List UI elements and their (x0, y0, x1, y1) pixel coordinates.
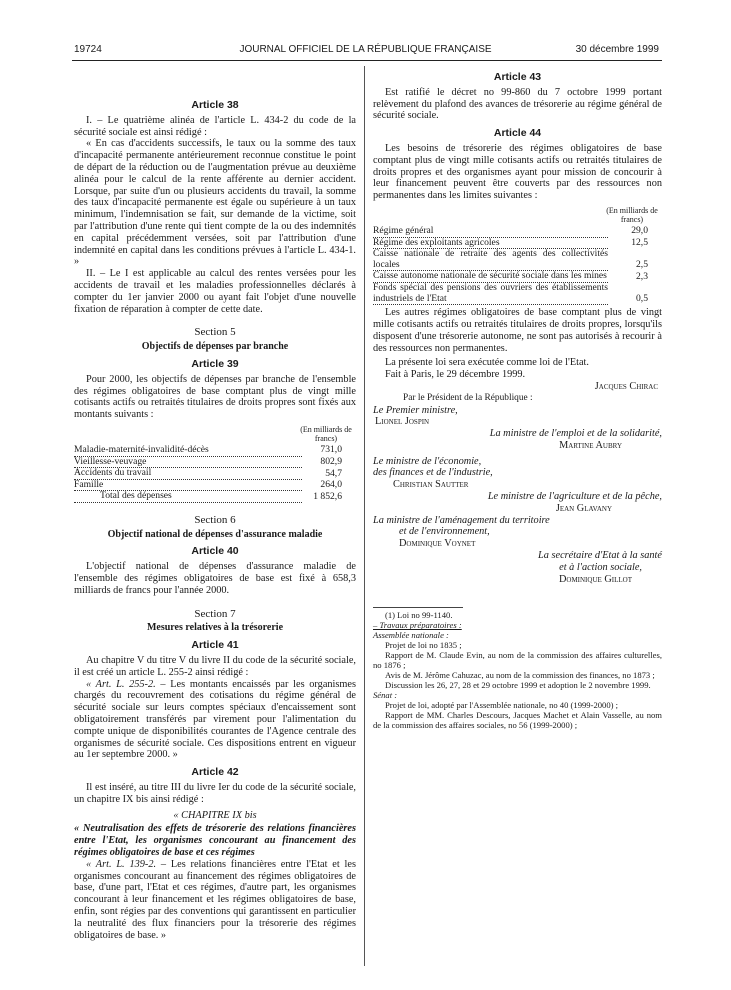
footnote-projet: Projet de loi no 1835 ; (385, 640, 462, 651)
row-value: 2,3 (636, 270, 648, 282)
table-row (373, 282, 662, 304)
sante-role-2: et à l'action sociale, (559, 561, 642, 573)
footnote-1: (1) Loi no 99-1140. (385, 610, 453, 621)
pm-role: Le Premier ministre, (373, 404, 458, 416)
section-7-label: Section 7 (194, 607, 236, 620)
article-39-table (74, 445, 356, 503)
row-value: 54,7 (325, 467, 342, 479)
article-44-table (373, 226, 662, 305)
footnote-assemblee: Assemblée nationale : (373, 630, 449, 641)
article-38-p3: II. – Le I est applicable au calcul des rentes versées pour les accidents de travail et les maladies professionnelles déclarés à compter du 1er janvier 2000 ou ayant fait l'objet d'une nouvelle fixation de réparation à compter de cette date. (74, 268, 356, 315)
article-42-p1: Il est inséré, au titre III du livre Ier du code de la sécurité sociale, un chapitre IX bis ainsi rédigé : (74, 782, 356, 805)
column-divider (364, 66, 365, 966)
table-row (373, 249, 662, 271)
row-value: 2,5 (636, 259, 648, 271)
total-label: Total des dépenses (74, 491, 302, 503)
footnote-senat: Sénat : (373, 690, 398, 701)
article-38-title: Article 38 (191, 99, 239, 111)
article-38-p2: « En cas d'accidents successifs, le taux ou la somme des taux d'incapacité permanente antérieurement reconnue constitue le point de départ de la réduction ou de l'augmentation prévue au deuxième alinéa pour le calcul de la rente afférente au dernier accident. Lorsque, par suite d'un ou plusieurs accidents du travail, la somme des taux d'incapacité permanente est égale ou supérieure à un taux minimum, l'indemnisation se fait, sur demande de la victime, soit par l'attribution d'une rente qui tient compte de la ou des indemnités en capital précédemment versées, soit par l'attribution d'une indemnité en capital dans les conditions prévues à l'article L. 434-1. » (74, 138, 356, 268)
article-41-p2: « Art. L. 255-2. – Les montants encaissés par les organismes chargés du recouvrement des cotisations du régime général de sécurité sociale sur leurs comptes spéciaux d'encaissement sont obligatoirement transférés par virement pour l'alimentation du compte unique de disponibilités courantes de l'Agence centrale des organismes de sécurité sociale. Ces dispositions entrent en vigueur au 1er septembre 2000. » (74, 678, 356, 761)
row-value: 12,5 (631, 237, 648, 249)
chapter-heading: « CHAPITRE IX bis (173, 809, 257, 821)
sante-role-1: La secrétaire d'Etat à la santé (538, 550, 662, 562)
row-label: Régime des exploitants agricoles (373, 237, 608, 249)
row-value: 29,0 (631, 225, 648, 237)
row-label: Caisse nationale de retraite des agents des collectivités locales (373, 248, 608, 270)
table-row (373, 226, 662, 237)
emploi-role: La ministre de l'emploi et de la solidarité, (489, 428, 662, 440)
left-column (74, 66, 356, 941)
footnote-rapport-senat: Rapport de MM. Charles Descours, Jacques Machet et Alain Vasselle, au nom de la commission des affaires sociales, no 56 (1999-2000) ; (373, 710, 662, 731)
chapter-title: « Neutralisation des effets de trésorerie des relations financières entre l'Etat, les organismes concourant au financement des régimes obligatoires de base et ces régimes (74, 823, 356, 859)
right-column (373, 40, 662, 730)
journal-title: JOURNAL OFFICIEL DE LA RÉPUBLIQUE FRANÇAISE (239, 44, 492, 55)
article-40-p1: L'objectif national de dépenses d'assurance maladie de l'ensemble des régimes obligatoires de base est fixé à 658,3 milliards de francs pour l'année 2000. (74, 561, 356, 596)
section-7-title: Mesures relatives à la trésorerie (146, 622, 284, 634)
table-row (74, 468, 356, 480)
section-6-label: Section 6 (194, 513, 236, 526)
row-label: Vieillesse-veuvage (74, 456, 302, 468)
total-value: 1 852,6 (313, 490, 342, 502)
issue-date: 30 décembre 1999 (575, 44, 659, 55)
article-44-p1: Les besoins de trésorerie des régimes obligatoires de base comptant plus de vingt mille cotisants actifs ou retraités titulaires de droits propres et des organismes ayant pour mission de concourir à leur financement peuvent être couverts par des ressources non permanentes dans les limites suivantes : (373, 142, 662, 202)
article-41-title: Article 41 (191, 639, 239, 652)
footnote-rapport-evin: Rapport de M. Claude Evin, au nom de la commission des affaires culturelles, no 1876 ; (373, 650, 662, 671)
row-value: 802,9 (320, 456, 342, 468)
row-value: 264,0 (320, 479, 342, 491)
row-label: Famille (74, 479, 302, 491)
agri-name: Jean Glavany (555, 502, 612, 514)
eco-role-2: des finances et de l'industrie, (373, 467, 493, 479)
section-5-label: Section 5 (194, 326, 236, 339)
row-label: Maladie-maternité-invalidité-décès (74, 445, 302, 456)
page-number: 19724 (74, 44, 102, 55)
article-39-title: Article 39 (191, 357, 239, 370)
footnote-avis-cahuzac: Avis de M. Jérôme Cahuzac, au nom de la commission des finances, no 1873 ; (385, 670, 655, 681)
article-38-p1: I. – Le quatrième alinéa de l'article L. 434-2 du code de la sécurité sociale est ainsi rédigé : (74, 114, 356, 138)
footnote-rule (373, 607, 463, 608)
table-row (74, 479, 356, 491)
table-row (373, 237, 662, 249)
eco-name: Christian Sautter (393, 479, 469, 491)
article-39-unit: (En milliards de francs) (300, 424, 352, 443)
by-president: Par le Président de la République : (403, 392, 533, 403)
article-43-title: Article 43 (493, 71, 542, 83)
row-value: 731,0 (320, 444, 342, 456)
article-42-title: Article 42 (191, 766, 239, 779)
footnote-travaux: – Travaux préparatoires : (373, 620, 462, 631)
row-label: Régime général (373, 226, 608, 237)
table-row (373, 271, 662, 283)
row-label: Caisse autonome nationale de sécurité sociale dans les mines (373, 270, 607, 282)
amenag-name: Dominique Voynet (399, 538, 476, 550)
article-40-title: Article 40 (191, 545, 239, 558)
sante-name: Dominique Gillot (558, 573, 632, 585)
agri-role: Le ministre de l'agriculture et de la pêche, (487, 491, 662, 503)
section-5-title: Objectifs de dépenses par branche (141, 341, 289, 353)
article-39-p1: Pour 2000, les objectifs de dépenses par branche de l'ensemble des régimes obligatoires de base comptant plus de vingt mille cotisants actifs ou retraités titulaires de droits propres sont fixés aux montants suivants : (74, 373, 356, 421)
article-44-p2: Les autres régimes obligatoires de base comptant plus de vingt mille cotisants actifs ou retraités titulaires de droits propres, lorsqu'ils disposent d'une trésorerie autonome, ne sont pas autorisés à recourir à des ressources non permanentes. (373, 307, 662, 354)
president-signature: Jacques Chirac (594, 380, 658, 392)
article-43-p1: Est ratifié le décret no 99-860 du 7 octobre 1999 portant relèvement du plafond des avances de trésorerie au régime général de sécurité sociale. (373, 86, 662, 122)
row-label: Fonds spécial des pensions des ouvriers des établissements industriels de l'Etat (373, 282, 608, 304)
footnote-projet-senat: Projet de loi, adopté par l'Assemblée nationale, no 40 (1999-2000) ; (385, 700, 619, 711)
article-ref: « Art. L. 139-2. (86, 858, 157, 870)
closing-line-2: Fait à Paris, le 29 décembre 1999. (385, 369, 526, 381)
row-value: 0,5 (636, 293, 648, 305)
article-42-p2: « Art. L. 139-2. – Les relations financières entre l'Etat et les organismes concourant au financement des régimes obligatoires de base, d'une part, l'Etat et ces régimes, d'autre part, les organismes concourant à leur financement et les régimes obligatoires de base, enfin, sont régies par des conventions qui garantissent en particulier la neutralité des flux financiers pour la trésorerie des régimes obligatoires de base. » (74, 858, 356, 941)
pm-name: Lionel Jospin (375, 416, 430, 428)
emploi-name: Martine Aubry (559, 439, 622, 451)
closing-line-1: La présente loi sera exécutée comme loi de l'Etat. (385, 357, 589, 369)
table-row (74, 445, 356, 456)
row-label: Accidents du travail (74, 468, 302, 480)
article-41-p1: Au chapitre V du titre V du livre II du code de la sécurité sociale, il est créé un article L. 255-2 ainsi rédigé : (74, 655, 356, 678)
eco-role-1: Le ministre de l'économie, (373, 455, 482, 467)
footnote-discussion: Discussion les 26, 27, 28 et 29 octobre 1999 et adoption le 2 novembre 1999. (385, 680, 651, 691)
amenag-role-1: La ministre de l'aménagement du territoire (373, 514, 550, 526)
article-44-unit: (En milliards de francs) (606, 205, 658, 224)
section-6-title: Objectif national de dépenses d'assurance maladie (107, 528, 323, 540)
table-row (74, 456, 356, 468)
article-44-title: Article 44 (493, 127, 542, 140)
table-total-row (74, 491, 356, 503)
amenag-role-2: et de l'environnement, (399, 526, 490, 538)
article-ref: « Art. L. 255-2. (86, 678, 156, 690)
